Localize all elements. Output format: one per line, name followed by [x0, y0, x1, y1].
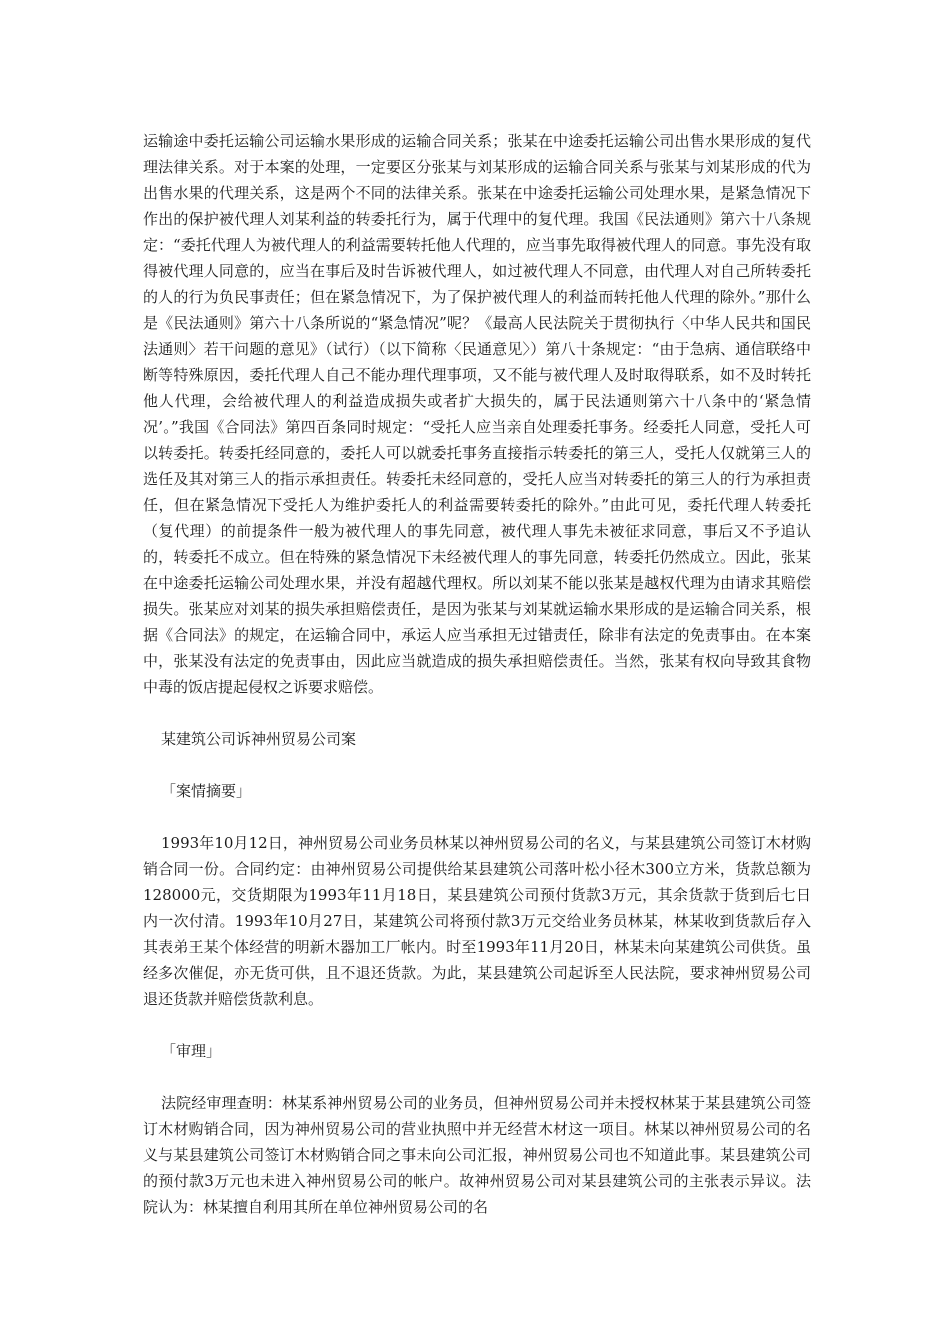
case-title: 某建筑公司诉神州贸易公司案 — [161, 730, 357, 748]
body-paragraph-case-summary: 1993年10月12日，神州贸易公司业务员林某以神州贸易公司的名义，与某县建筑公司签订木材购销合同一份。合同约定：由神州贸易公司提供给某县建筑公司落叶松小径木300立方米，货款总额为128000元，交货期限为1993年11月18日，某县建筑公司预付货款3万元，其余货款于货到后七日内一次付清。1993年10月27日，某建筑公司将预付款3万元交给业务员林某，林某收到货款后存入其表弟王某个体经营的明新木器加工厂帐内。时至1993年11月20日，林某未向某建筑公司供货。虽经多次催促，亦无货可供，且不退还货款。为此，某县建筑公司起诉至人民法院，要求神州贸易公司退还货款并赔偿货款利息。 — [143, 834, 811, 1008]
paragraph-spacer — [143, 700, 811, 726]
body-paragraph-trial: 法院经审理查明：林某系神州贸易公司的业务员，但神州贸易公司并未授权林某于某县建筑公司签订木材购销合同，因为神州贸易公司的营业执照中并无经营木材这一项目。林某以神州贸易公司的名义与某县建筑公司签订木材购销合同之事未向公司汇报，神州贸易公司也不知道此事。某县建筑公司的预付款3万元也未进入神州贸易公司的帐户。故神州贸易公司对某县建筑公司的主张表示异议。法院认为：林某擅自利用其所在单位神州贸易公司的名 — [143, 1094, 811, 1216]
paragraph-spacer — [143, 1064, 811, 1090]
document-body — [143, 128, 811, 1220]
section-heading-trial: 「审理」 — [161, 1042, 222, 1060]
paragraph-spacer — [143, 752, 811, 778]
body-paragraph-analysis: 运输途中委托运输公司运输水果形成的运输合同关系；张某在中途委托运输公司出售水果形成的复代理法律关系。对于本案的处理，一定要区分张某与刘某形成的运输合同关系与张某与刘某形成的代为出售水果的代理关系，这是两个不同的法律关系。张某在中途委托运输公司处理水果，是紧急情况下作出的保护被代理人刘某利益的转委托行为，属于代理中的复代理。我国《民法通则》第六十八条规定：“委托代理人为被代理人的利益需要转托他人代理的，应当事先取得被代理人的同意。事先没有取得被代理人同意的，应当在事后及时告诉被代理人，如过被代理人不同意，由代理人对自己所转委托的人的行为负民事责任；但在紧急情况下，为了保护被代理人的利益而转托他人代理的除外。”那什么是《民法通则》第六十八条所说的“紧急情况”呢？《最高人民法院关于贯彻执行〈中华人民共和国民法通则〉若干问题的意见》（试行）（以下简称〈民通意见〉）第八十条规定：“由于急病、通信联络中断等特殊原因，委托代理人自己不能办理代理事项，又不能与被代理人及时取得联系，如不及时转托他人代理，会给被代理人的利益造成损失或者扩大损失的，属于民法通则第六十八条中的‘紧急情况’。”我国《合同法》第四百条同时规定：“受托人应当亲自处理委托事务。经委托人同意，受托人可以转委托。转委托经同意的，委托人可以就委托事务直接指示转委托的第三人，受托人仅就第三人的选任及其对第三人的指示承担责任。转委托未经同意的，受托人应当对转委托的第三人的行为承担责任，但在紧急情况下受托人为维护委托人的利益需要转委托的除外。”由此可见，委托代理人转委托（复代理）的前提条件一般为被代理人的事先同意，被代理人事先未被征求同意，事后又不予追认的，转委托不成立。但在特殊的紧急情况下未经被代理人的事先同意，转委托仍然成立。因此，张某在中途委托运输公司处理水果，并没有超越代理权。所以刘某不能以张某是越权代理为由请求其赔偿损失。张某应对刘某的损失承担赔偿责任，是因为张某与刘某就运输水果形成的是运输合同关系，根据《合同法》的规定，在运输合同中，承运人应当承担无过错责任，除非有法定的免责事由。在本案中，张某没有法定的免责事由，因此应当就造成的损失承担赔偿责任。当然，张某有权向导致其食物中毒的饭店提起侵权之诉要求赔偿。 — [143, 132, 811, 696]
section-heading-summary: 「案情摘要」 — [161, 782, 252, 800]
paragraph-spacer — [143, 1012, 811, 1038]
paragraph-spacer — [143, 804, 811, 830]
